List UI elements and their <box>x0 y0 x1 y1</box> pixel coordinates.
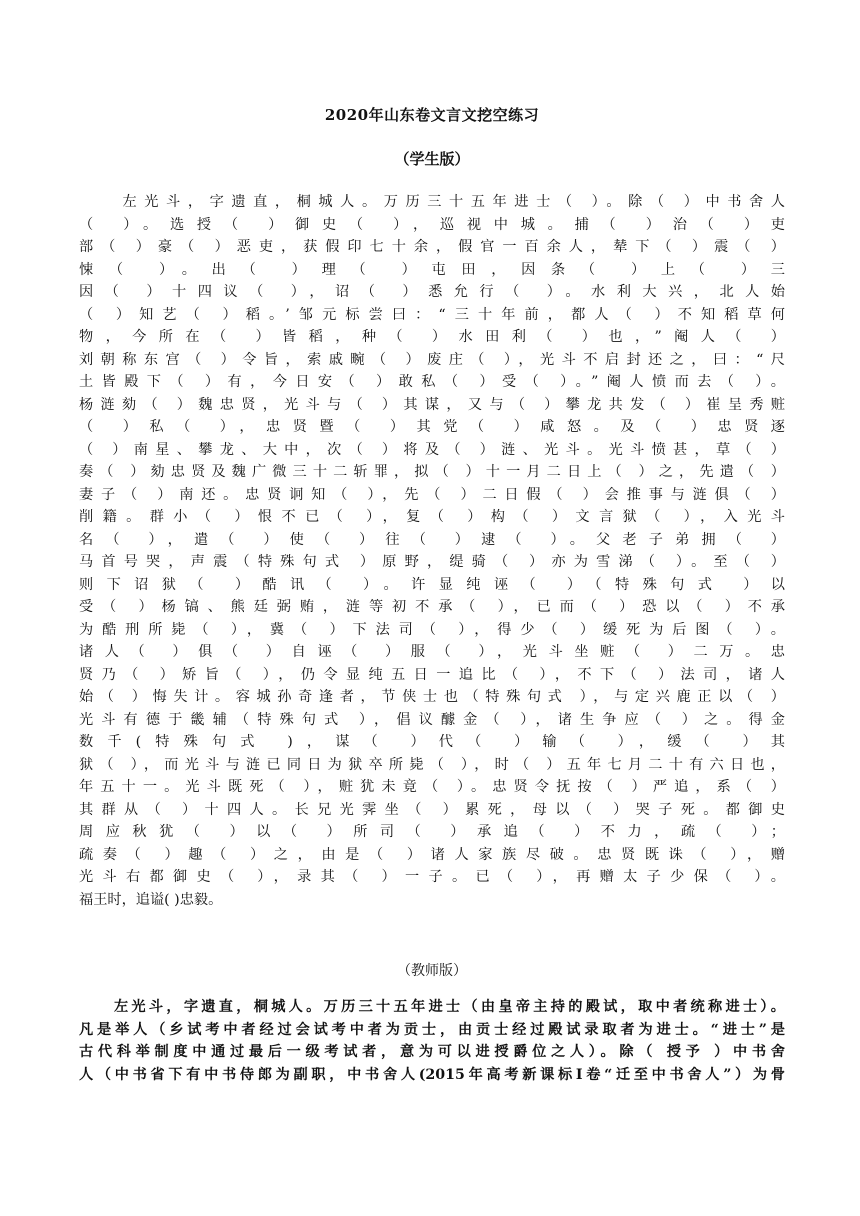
student-line: 土皆殿下（ ）有，今日安（ ）敢私（ ）受（ ）。”阉人愤而去（ ）。 <box>79 374 785 390</box>
student-line: 受（ ）杨镐、熊廷弼贿，涟等初不承（ ），已而（ ）恐以（ ）不承 <box>79 599 785 615</box>
document-title: 2020年山东卷文言文挖空练习 <box>324 106 540 124</box>
teacher-passage <box>79 996 785 1086</box>
student-line: 刘朝称东宫（ ）令旨，索戚畹（ ）废庄（ ），光斗不启封还之，曰：“尺 <box>79 351 785 368</box>
student-line: 削籍。群小（ ）恨不已（ ），复（ ）构（ ）文言狱（ ），入光斗 <box>79 509 785 525</box>
teacher-line: 古代科举制度中通过最后一级考试者，意为可以进授爵位之人）。除（ 授予 ）中书舍 <box>79 1044 785 1061</box>
student-line: 贤乃（ ）矫旨（ ），仍令显纯五日一追比（ ），不下（ ）法司，诸人 <box>79 666 785 683</box>
student-line: 物，今所在（ ）皆稻，种（ ）水田利（ ）也，”阉人（ ） <box>79 329 785 345</box>
student-version-heading: （学生版） <box>394 150 470 168</box>
student-line: 悚（ ）。出（ ）理（ ）屯田，因条（ ）上（ ）三 <box>79 261 785 278</box>
student-line: （ ）。选授（ ）御史（ ），巡视中城。捕（ ）治（ ）吏 <box>79 216 785 233</box>
student-line: 为酷刑所毙（ ），冀（ ）下法司（ ），得少（ ）缓死为后图（ ）。 <box>79 621 785 638</box>
teacher-line: 人（中书省下有中书侍郎为副职，中书舍人(2015年高考新课标Ⅰ卷“迁至中书舍人”）为骨 <box>79 1066 785 1083</box>
student-line: 因（ ）十四议（ ），诏（ ）悉允行（ ）。水利大兴，北人始 <box>79 284 785 300</box>
student-line: 其群从（ ）十四人。长兄光霁坐（ ）累死，母以（ ）哭子死。都御史 <box>79 801 785 818</box>
student-line: 光斗有德于畿辅（特殊句式 ），倡议醵金（ ），诸生争应（ ）之。得金 <box>79 711 785 728</box>
student-line: 数千(特殊句式 )，谋（ ）代（ ）输（ ），缓（ ）其 <box>79 734 785 750</box>
student-line: （ ）知艺（ ）稻。’邹元标尝曰：“三十年前，都人（ ）不知稻草何 <box>79 306 785 323</box>
student-line: 部（ ）豪（ ）恶吏，获假印七十余，假官一百余人，辇下（ ）震（ ） <box>79 239 785 255</box>
student-line: 则下诏狱（ ）酷讯（ ）。许显纯诬（ ）（特殊句式 ）以 <box>79 576 785 593</box>
student-line: 奏（ ）劾忠贤及魏广微三十二斩罪，拟（ ）十一月二日上（ ）之，先遣（ ） <box>79 464 785 480</box>
teacher-version-heading: （教师版） <box>397 963 467 979</box>
student-line: 名（ ），遣（ ）使（ ）往（ ）逮（ ）。父老子弟拥（ ） <box>79 531 785 548</box>
student-line: 周应秋犹（ ）以（ ）所司（ ）承追（ ）不力，疏（ ）； <box>79 824 785 840</box>
student-line: 杨涟劾（ ）魏忠贤，光斗与（ ）其谋，又与（ ）攀龙共发（ ）崔呈秀赃 <box>79 396 785 413</box>
student-line: （ ）南星、攀龙、大中，次（ ）将及（ ）涟、光斗。光斗愤甚，草（ ） <box>79 441 785 458</box>
student-line: 疏奏（ ）趣（ ）之，由是（ ）诸人家族尽破。忠贤既诛（ ），赠 <box>79 846 785 863</box>
student-line: 光斗右都御史（ ），录其（ ）一子。已（ ），再赠太子少保（ ）。 <box>79 869 785 885</box>
student-line: 马首号哭，声震（特殊句式 ）原野，缇骑（ ）亦为雪涕（ ）。至（ ） <box>79 554 785 570</box>
student-line: 年五十一。光斗既死（ ），赃犹未竟（ ）。忠贤令抚按（ ）严追，系（ ） <box>79 779 785 795</box>
student-line: 福王时，追谥( )忠毅。 <box>79 891 223 908</box>
student-line: （ ）私（ ），忠贤暨（ ）其党（ ）咸怒。及（ ）忠贤逐 <box>79 419 785 435</box>
teacher-line: 左光斗，字遗直，桐城人。万历三十五年进士（由皇帝主持的殿试，取中者统称进士）。 <box>79 999 785 1015</box>
student-line: 左光斗，字遗直，桐城人。万历三十五年进士（ ）。除（ ）中书舍人 <box>79 194 785 210</box>
student-line: 诸人（ ）俱（ ）自诬（ ）服（ ），光斗坐赃（ ）二万。忠 <box>79 644 785 660</box>
student-line: 狱（ ），而光斗与涟已同日为狱卒所毙（ ），时（ ）五年七月二十有六日也， <box>79 756 785 773</box>
teacher-line: 凡是举人（乡试考中者经过会试考中者为贡士，由贡士经过殿试录取者为进士。“进士”是 <box>79 1021 785 1038</box>
student-line: 妻子（ ）南还。忠贤诇知（ ），先（ ）二日假（ ）会推事与涟俱（ ） <box>79 486 785 503</box>
student-line: 始（ ）悔失计。容城孙奇逢者，节侠士也（特殊句式 ），与定兴鹿正以（ ） <box>79 689 785 705</box>
student-passage <box>79 191 785 911</box>
